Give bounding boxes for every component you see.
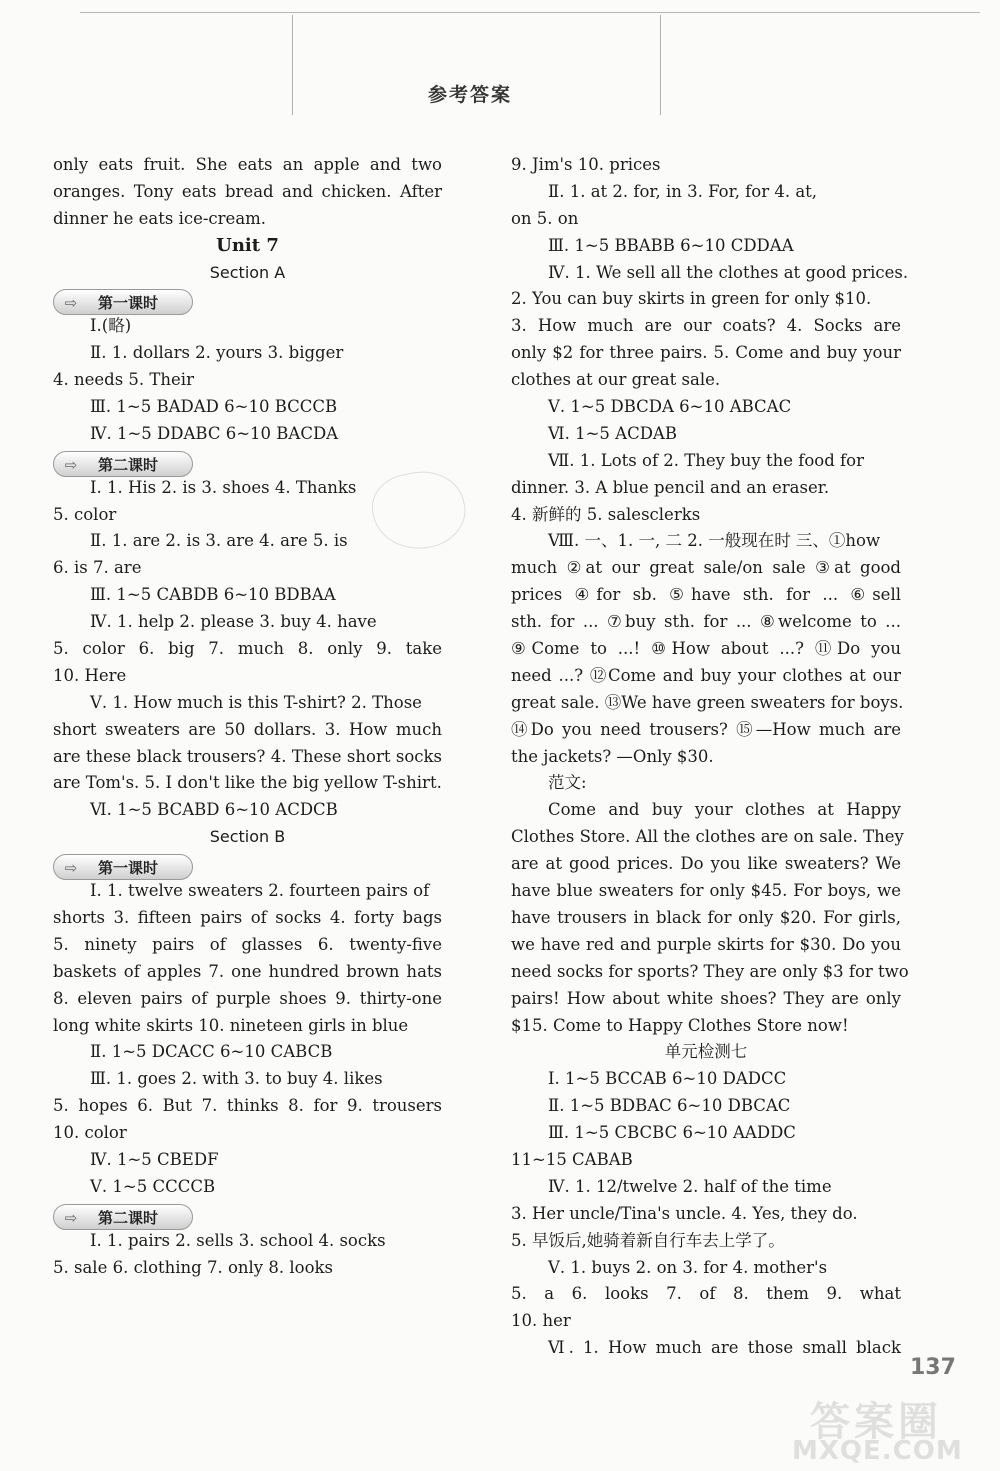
answer-line: Ⅳ. 1~5 CBEDF (90, 1149, 219, 1169)
watermark-logo: 答案圈 (810, 1399, 942, 1445)
answer-line: long white skirts 10. nineteen girls in blue (53, 1015, 409, 1035)
answer-line: 10. Here (53, 665, 127, 685)
watermark-domain: MXQE.COM (792, 1436, 963, 1466)
answer-line: Ⅴ. 1. How much is this T-shirt? 2. Those (90, 692, 422, 712)
answer-line: Ⅲ. 1. goes 2. with 3. to buy 4. likes (90, 1069, 383, 1089)
answer-line: 5. 早饭后,她骑着新自行车去上学了。 (511, 1230, 785, 1250)
answer-line: 5. a 6. looks 7. of 8. them 9. what (511, 1284, 901, 1304)
answer-line: much ②at our great sale/on sale ③at good (511, 558, 901, 578)
answer-line: 10. her (511, 1311, 571, 1331)
answer-line: Ⅱ. 1. at 2. for, in 3. For, for 4. at, (548, 181, 818, 201)
arrow-right-icon: ⇨ (64, 1208, 78, 1227)
answer-line: Ⅵ. 1~5 BCABD 6~10 ACDCB (90, 800, 338, 820)
answer-line: Ⅶ. 1. Lots of 2. They buy the food for (548, 450, 864, 470)
header-rule (80, 12, 980, 13)
answer-line: dinner. 3. A blue pencil and an eraser. (511, 477, 830, 497)
answer-line: Ⅷ. 一、1. 一, 二 2. 一般现在时 三、①how (548, 531, 881, 551)
answer-line: on 5. on (511, 208, 579, 228)
lesson-tab-pill (53, 854, 193, 880)
answer-line: Ⅳ. 1. help 2. please 3. buy 4. have (90, 612, 377, 632)
lesson-tab (53, 448, 442, 475)
answer-line: prices ④for sb. ⑤have sth. for ... ⑥sell (511, 585, 901, 605)
answer-line: need ...? ⑫Come and buy your clothes at our (511, 665, 901, 685)
answer-line: 9. Jim's 10. prices (511, 155, 661, 174)
lesson-tab (53, 1201, 442, 1228)
lesson-tab-label: 第一课时 (98, 859, 159, 878)
answer-line: shorts 3. fifteen pairs of socks 4. forty bags (53, 907, 442, 927)
answer-line: only $2 for three pairs. 5. Come and buy your (511, 343, 901, 363)
answer-line: 5. color 6. big 7. much 8. only 9. take (53, 639, 442, 659)
arrow-right-icon: ⇨ (64, 859, 78, 878)
page-number: 137 (910, 1355, 956, 1380)
answer-line: pairs! How about white shoes? They are only (511, 988, 901, 1008)
answer-line: Ⅵ. 1~5 ACDAB (548, 423, 677, 443)
left-column (53, 152, 442, 1281)
answer-line: 8. eleven pairs of purple shoes 9. thirty-one (53, 988, 442, 1008)
lesson-tab-label: 第一课时 (98, 294, 159, 313)
arrow-right-icon: ⇨ (64, 294, 78, 313)
answer-line: 5. sale 6. clothing 7. only 8. looks (53, 1257, 333, 1277)
answer-line: dinner he eats ice-cream. (53, 208, 267, 228)
answer-line: 11~15 CABAB (511, 1149, 633, 1169)
answer-line: Ⅴ. 1. buys 2. on 3. for 4. mother's (548, 1257, 828, 1277)
answer-line: Ⅳ. 1. 12/twelve 2. half of the time (548, 1176, 832, 1196)
answer-line: need socks for sports? They are only $3 for two (511, 961, 909, 981)
answer-line: clothes at our great sale. (511, 370, 721, 390)
answer-line: Ⅰ. 1. His 2. is 3. shoes 4. Thanks (90, 477, 357, 497)
answer-line: have blue sweaters for only $45. For boys, we (511, 881, 901, 901)
answer-line: 范文: (548, 773, 587, 793)
answer-line: Unit 7 (216, 234, 279, 256)
answer-line: 3. Her uncle/Tina's uncle. 4. Yes, they do. (511, 1203, 858, 1223)
answer-line: Ⅰ. 1. twelve sweaters 2. fourteen pairs of (90, 881, 430, 901)
answer-line: Ⅰ. 1~5 BCCAB 6~10 DADCC (548, 1069, 787, 1089)
page-title: 参考答案 (427, 84, 512, 106)
answer-line: Section A (209, 262, 286, 282)
lesson-tab (53, 286, 442, 313)
answer-line: Ⅵ. 1. How much are those small black (548, 1338, 901, 1358)
answer-line: Ⅲ. 1~5 CABDB 6~10 BDBAA (90, 585, 336, 605)
answer-line: Ⅱ. 1~5 BDBAC 6~10 DBCAC (548, 1096, 791, 1116)
answer-line: great sale. ⑬We have green sweaters for boys. (511, 692, 904, 712)
answer-line: 4. 新鲜的 5. salesclerks (511, 504, 701, 524)
answer-line: Ⅰ. 1. pairs 2. sells 3. school 4. socks (90, 1230, 386, 1250)
answer-line: the jackets? —Only $30. (511, 746, 714, 766)
answer-line: Ⅴ. 1~5 CCCCB (90, 1176, 216, 1196)
answer-line: Ⅳ. 1. We sell all the clothes at good prices. (548, 262, 909, 282)
answer-line: Section B (209, 827, 286, 847)
answer-line: Ⅳ. 1~5 DDABC 6~10 BACDA (90, 423, 339, 443)
answer-line: Ⅰ.(略) (90, 316, 132, 336)
answer-line: Clothes Store. All the clothes are on sale. They (511, 827, 904, 847)
answer-line: Ⅱ. 1. dollars 2. yours 3. bigger (90, 343, 344, 363)
answer-line: 单元检测七 (664, 1042, 748, 1062)
answer-line: 6. is 7. are (53, 558, 142, 578)
answer-line: ⑨Come to ...! ⑩How about ...? ⑪Do you (511, 639, 901, 659)
answer-line: Ⅲ. 1~5 CBCBC 6~10 AADDC (548, 1123, 796, 1143)
lesson-tab-pill (53, 1204, 193, 1230)
answer-line: 5. color (53, 504, 117, 524)
answer-line: oranges. Tony eats bread and chicken. After (53, 181, 442, 201)
lesson-tab-pill (53, 451, 193, 477)
lesson-tab-pill (53, 289, 193, 315)
answer-line: 3. How much are our coats? 4. Socks are (511, 316, 901, 336)
lesson-tab-label: 第二课时 (98, 455, 159, 474)
answer-line: have trousers in black for only $20. For girls, (511, 907, 901, 927)
answer-line: we have red and purple skirts for $30. Do you (511, 934, 901, 954)
answer-line: only eats fruit. She eats an apple and two (53, 155, 442, 174)
answer-line: Come and buy your clothes at Happy (548, 800, 901, 820)
lesson-tab-label: 第二课时 (98, 1208, 159, 1227)
right-column (511, 152, 909, 1362)
answer-line: Ⅲ. 1~5 BBABB 6~10 CDDAA (548, 235, 794, 255)
answer-line: Ⅱ. 1. are 2. is 3. are 4. are 5. is (90, 531, 348, 551)
header-left-divider (292, 15, 293, 115)
answer-line: are Tom's. 5. I don't like the big yellow T-shirt. (53, 773, 442, 793)
arrow-right-icon: ⇨ (64, 455, 78, 474)
answer-line: Ⅲ. 1~5 BADAD 6~10 BCCCB (90, 397, 338, 417)
answer-line: ⑭Do you need trousers? ⑮—How much are (511, 719, 901, 739)
answer-line: baskets of apples 7. one hundred brown hats (53, 961, 442, 981)
answer-line: are at good prices. Do you like sweaters? We (511, 854, 901, 874)
answer-line: 10. color (53, 1123, 127, 1143)
header-right-divider (660, 15, 661, 115)
answer-line: 2. You can buy skirts in green for only $10. (511, 289, 872, 309)
answer-line: $15. Come to Happy Clothes Store now! (511, 1015, 849, 1035)
answer-line: are these black trousers? 4. These short socks (53, 746, 442, 766)
answer-line: 4. needs 5. Their (53, 370, 194, 390)
lesson-tab (53, 851, 442, 878)
answer-line: Ⅱ. 1~5 DCACC 6~10 CABCB (90, 1042, 333, 1062)
answer-line: short sweaters are 50 dollars. 3. How much (53, 719, 442, 739)
answer-line: sth. for ... ⑦buy sth. for ... ⑧welcome to ... (511, 612, 901, 632)
answer-line: Ⅴ. 1~5 DBCDA 6~10 ABCAC (548, 397, 792, 417)
answer-line: 5. hopes 6. But 7. thinks 8. for 9. trousers (53, 1096, 442, 1116)
answer-line: 5. ninety pairs of glasses 6. twenty-five (53, 934, 442, 954)
